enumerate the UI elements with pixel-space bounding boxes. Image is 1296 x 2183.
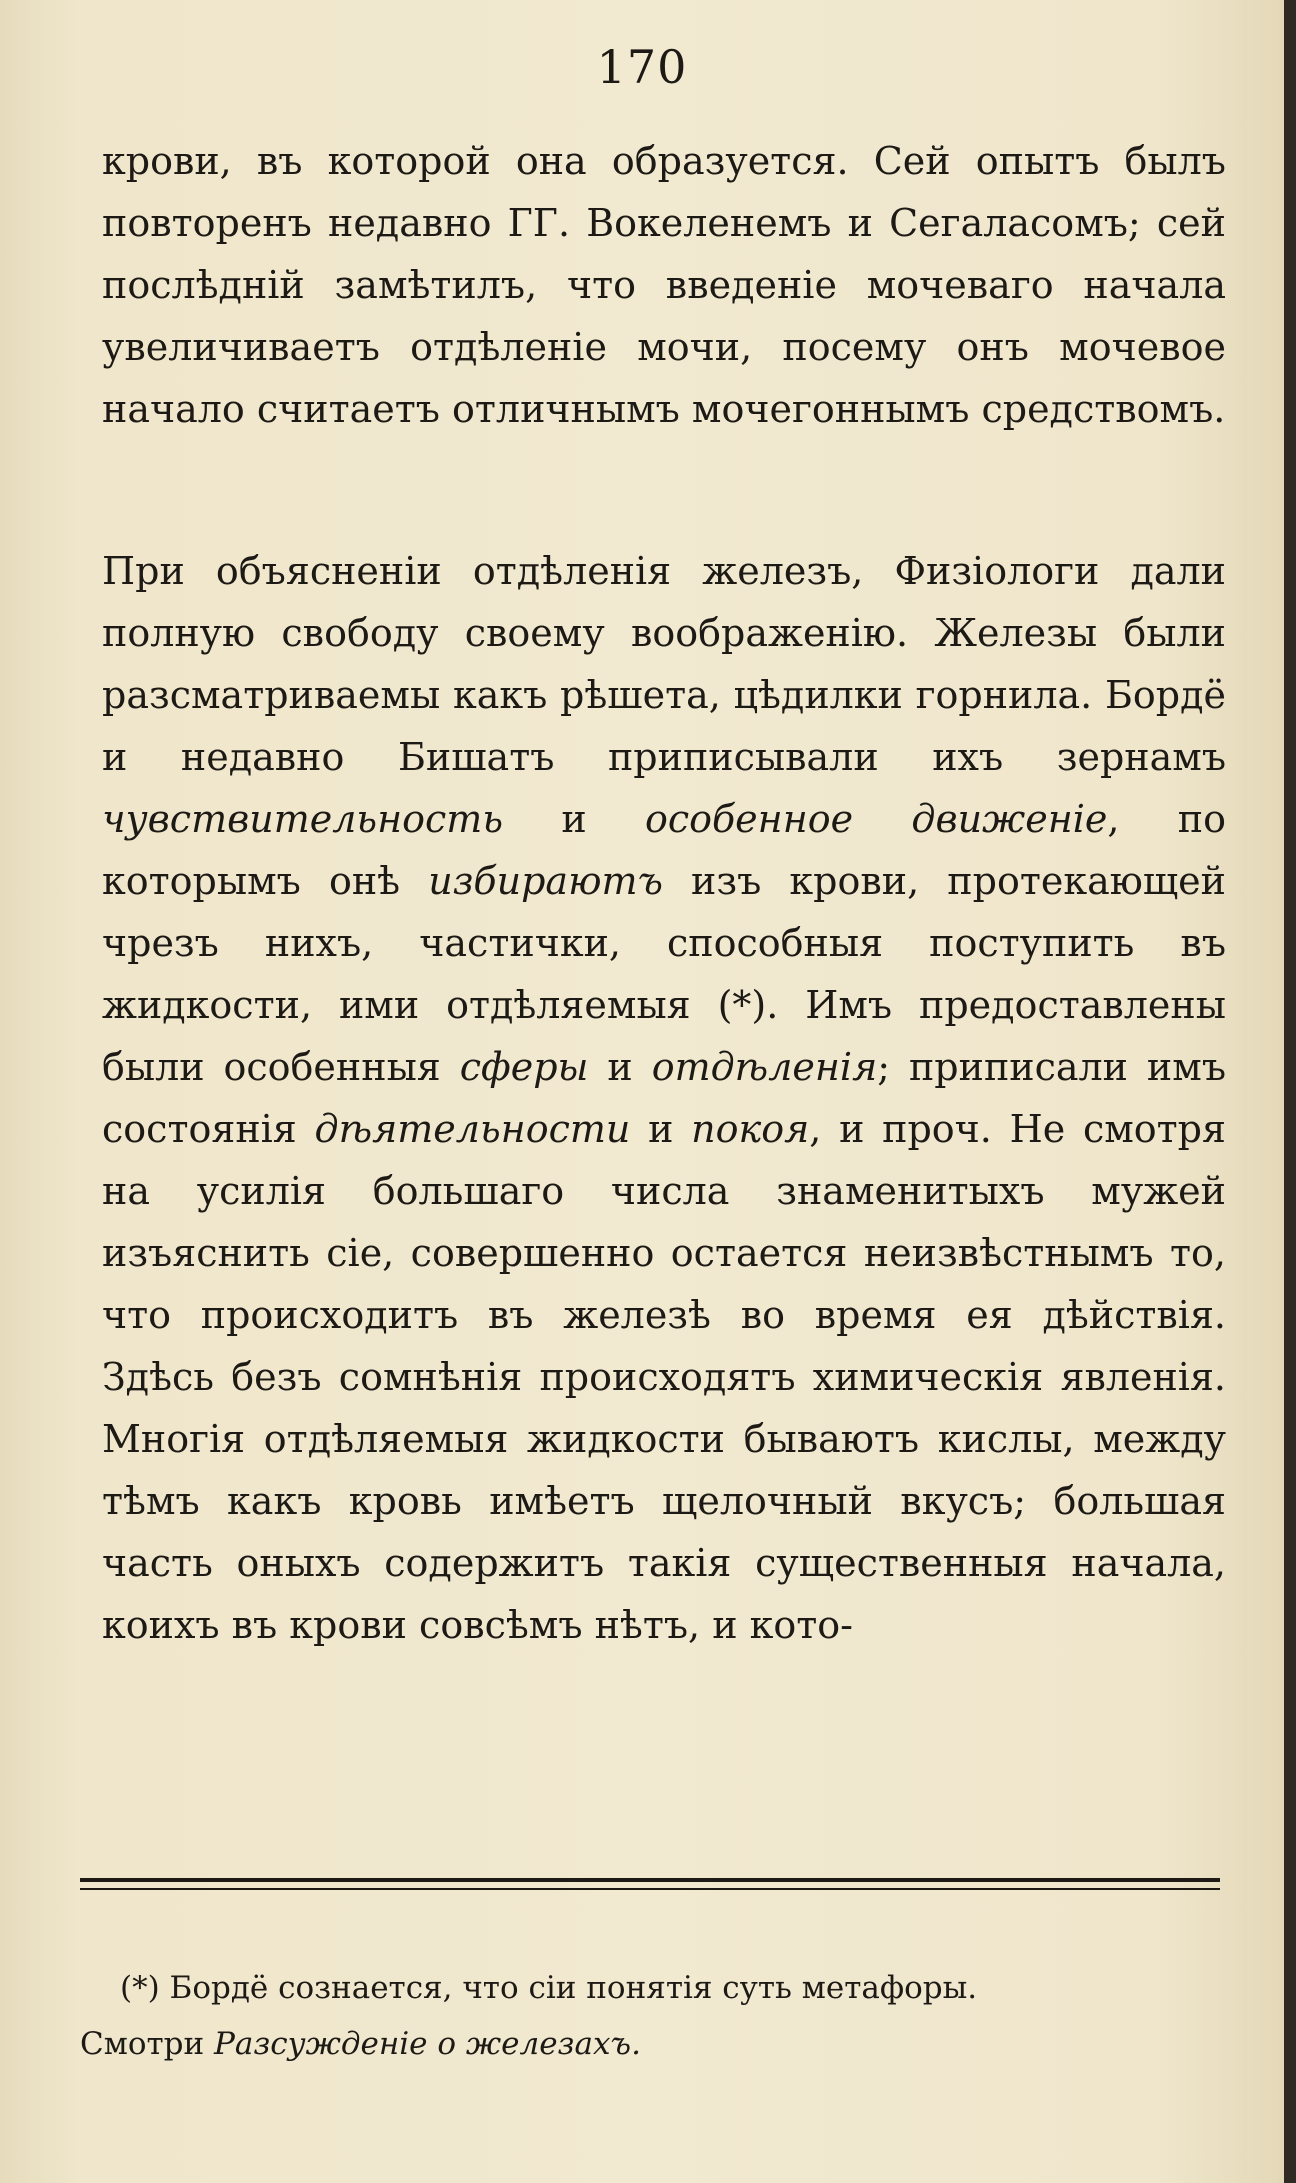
footnote-line-1: (*) Бордё сознается, что сіи понятія суть метафоры.: [120, 1970, 978, 2006]
italic-term: избираютъ: [428, 859, 663, 903]
paragraph-2-text: ; приписали имъ состоянія: [102, 1045, 1226, 1151]
page-edge: [1284, 0, 1296, 2183]
paragraph-2-text: и: [588, 1045, 652, 1089]
paragraph-2-text: и: [503, 797, 645, 841]
italic-term: чувствительность: [102, 797, 504, 841]
footnote-divider-thin: [80, 1888, 1220, 1890]
page-number: 170: [596, 40, 688, 94]
italic-term: покоя: [691, 1107, 810, 1151]
paragraph-1: крови, въ которой она образуется. Сей опытъ былъ повторенъ недавно ГГ. Вокеленемъ и Сегаласомъ; сей послѣдній замѣтилъ, что введеніе мочеваго начала увеличиваетъ отдѣленіе мочи, посему онъ мочевое начало считаетъ отличнымъ мочегоннымъ средствомъ.: [102, 139, 1226, 431]
italic-term: особенное движеніе: [644, 797, 1108, 841]
italic-term: отдѣленія: [651, 1045, 878, 1089]
paragraph-2-text: При объясненіи отдѣленія железъ, Физіологи дали полную свободу своему воображенію. Железы были разсматриваемы какъ рѣшета, цѣдилки горнила. Бордё и недавно Бишатъ приписывали ихъ зернамъ: [102, 549, 1226, 779]
footnote-divider: [80, 1878, 1220, 1882]
italic-term: дѣятельности: [314, 1107, 631, 1151]
paragraph-2-text: , и проч. Не смотря на усилія большаго числа знаменитыхъ мужей изъяснить сіе, совершенно остается неизвѣстнымъ то, что происходитъ въ железѣ во время ея дѣйствія. Здѣсь безъ сомнѣнія происходятъ химическія явленія. Многія отдѣляемыя жидкости бываютъ кислы, между тѣмъ какъ кровь имѣетъ щелочный вкусъ; большая часть оныхъ содержитъ такія существенныя начала, коихъ въ крови совсѣмъ нѣтъ, и кото-: [102, 1107, 1226, 1647]
footnote-citation: Разсужденіе о железахъ.: [214, 2026, 641, 2062]
footnote-line-2: Смотри: [80, 2026, 215, 2062]
italic-term: сферы: [459, 1045, 589, 1089]
paragraph-2-text: , по которымъ онѣ: [102, 797, 1226, 903]
paragraph-2-text: изъ крови, протекающей чрезъ нихъ, частички, способныя поступить въ жидкости, ими отдѣляемыя (*). Имъ предоставлены были особенныя: [102, 859, 1226, 1089]
paragraph-2: [102, 540, 1226, 1656]
paragraph-2-text: и: [630, 1107, 692, 1151]
footnote: [80, 1960, 1230, 2072]
